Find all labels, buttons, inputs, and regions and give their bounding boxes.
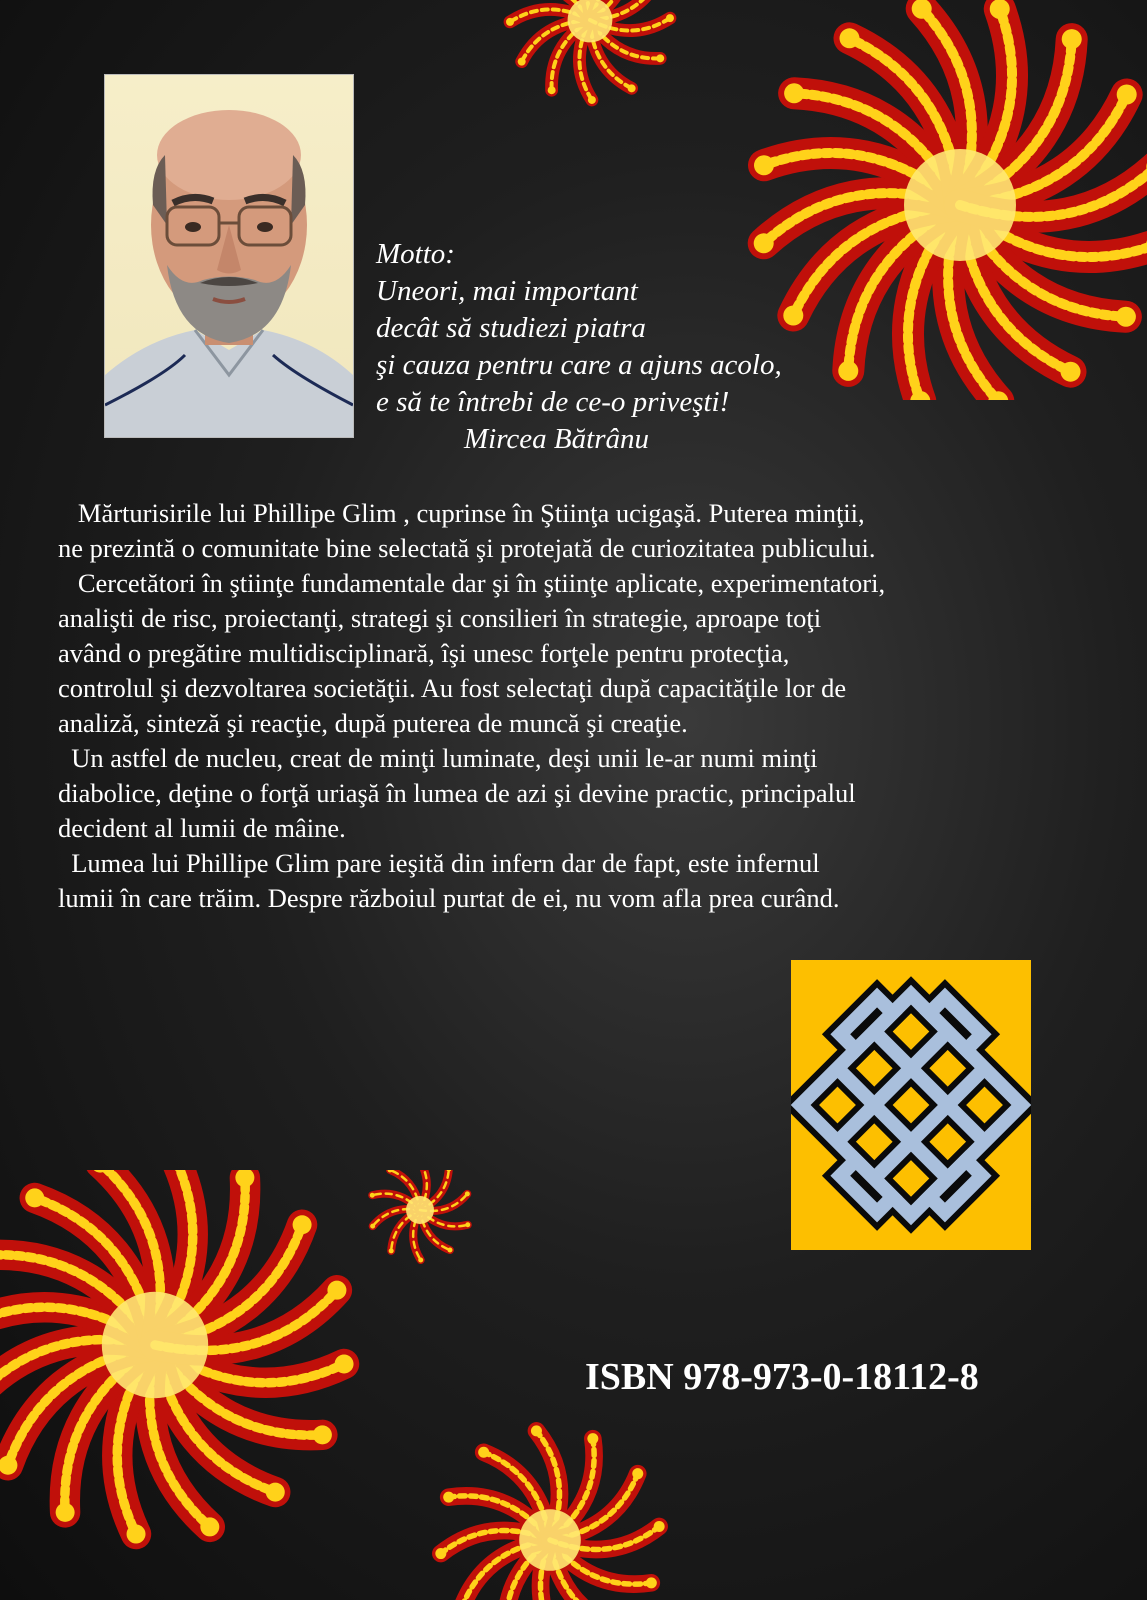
author-portrait-icon xyxy=(105,75,353,437)
body-line: decident al lumii de mâine. xyxy=(58,813,346,843)
fractal-spark xyxy=(478,1447,489,1458)
fractal-spark xyxy=(587,1433,598,1444)
body-line: diabolice, deţine o forţă uriaşă în lumea de azi şi devine practic, principalul xyxy=(58,778,856,808)
body-line: având o pregătire multidisciplinară, îşi unesc forţele pentru protecţia, xyxy=(58,638,790,668)
fractal-spark xyxy=(588,96,596,104)
fractal-spark xyxy=(531,1425,542,1436)
body-line: Lumea lui Phillipe Glim pare ieşită din infern dar de fapt, este infernul xyxy=(58,848,820,878)
fractal-spark xyxy=(370,1224,375,1229)
fractal-spark xyxy=(313,1425,332,1444)
fractal-core xyxy=(904,149,1016,261)
fractal-spark xyxy=(1117,84,1137,104)
motto-line: şi cauza pentru care a ajuns acolo, xyxy=(376,349,782,381)
fractal-spark xyxy=(200,1517,219,1536)
fractal-core xyxy=(406,1196,434,1224)
motto-line: e să te întrebi de ce-o priveşti! xyxy=(376,386,730,418)
body-line: analişti de risc, proiectanţi, strategi şi consilieri în strategie, aproape toţi xyxy=(58,603,822,633)
author-photo xyxy=(104,74,354,438)
body-line: controlul şi dezvoltarea societăţii. Au fost selectaţi după capacităţile lor de xyxy=(58,673,847,703)
body-line: Cercetători în ştiinţe fundamentale dar şi în ştiinţe aplicate, experimentatori, xyxy=(58,568,886,598)
fractal-spark xyxy=(839,28,859,48)
motto-block xyxy=(376,236,846,458)
fractal-spark xyxy=(1116,307,1136,327)
fractal-spark xyxy=(56,1503,75,1522)
fractal-spark xyxy=(25,1188,44,1207)
body-line: ne prezintă o comunitate bine selectată şi protejată de curiozitatea publicului. xyxy=(58,533,876,563)
fractal-spark xyxy=(370,1193,375,1198)
fractal-spark xyxy=(465,1191,470,1196)
fractal-spark xyxy=(418,1257,423,1262)
back-cover-description xyxy=(58,496,1068,916)
fractal-spark xyxy=(666,14,674,22)
fractal-spark xyxy=(518,58,526,66)
fractal-spark xyxy=(656,54,664,62)
fractal-spark xyxy=(632,1468,643,1479)
fractal-spark xyxy=(335,1354,354,1373)
fractal-spark xyxy=(293,1215,312,1234)
motto-label: Motto: xyxy=(376,238,455,270)
body-line: Mărturisirile lui Phillipe Glim , cuprinse în Ştiinţa ucigaşă. Puterea minţii, xyxy=(58,498,865,528)
fractal-core xyxy=(102,1292,208,1398)
fractal-spark xyxy=(754,155,774,175)
body-line: lumii în care trăim. Despre războiul purtat de ei, nu vom afla prea curând. xyxy=(58,883,840,913)
fractal-spark xyxy=(1062,29,1082,49)
fractal-spark xyxy=(654,1521,665,1532)
motto-line: decât să studiezi piatra xyxy=(376,312,646,344)
fractal-spark xyxy=(548,86,556,94)
fractal-spark xyxy=(447,1248,452,1253)
motto-author: Mircea Bătrânu xyxy=(464,423,649,455)
fractal-spark xyxy=(628,84,636,92)
endless-knot-icon xyxy=(791,960,1031,1250)
motto-line: Uneori, mai important xyxy=(376,275,638,307)
isbn-number: ISBN 978-973-0-18112-8 xyxy=(585,1356,979,1398)
body-line: analiză, sinteză şi reacţie, după puterea de muncă şi creaţie. xyxy=(58,708,688,738)
fractal-spark xyxy=(443,1492,454,1503)
fractal-spark xyxy=(784,83,804,103)
fractal-spark xyxy=(435,1548,446,1559)
body-line: Un astfel de nucleu, creat de minţi luminate, deşi unii le-ar numi minţi xyxy=(58,743,818,773)
fractal-core xyxy=(519,1509,581,1571)
fractal-spark xyxy=(465,1222,470,1227)
fractal-spark xyxy=(327,1281,346,1300)
fractal-spark xyxy=(1061,362,1081,382)
fractal-spark xyxy=(266,1483,285,1502)
fractal-spark xyxy=(127,1525,146,1544)
publisher-symbol xyxy=(791,960,1031,1250)
fractal-spark xyxy=(389,1248,394,1253)
fractal-spark xyxy=(506,18,514,26)
fractal-spark xyxy=(646,1577,657,1588)
